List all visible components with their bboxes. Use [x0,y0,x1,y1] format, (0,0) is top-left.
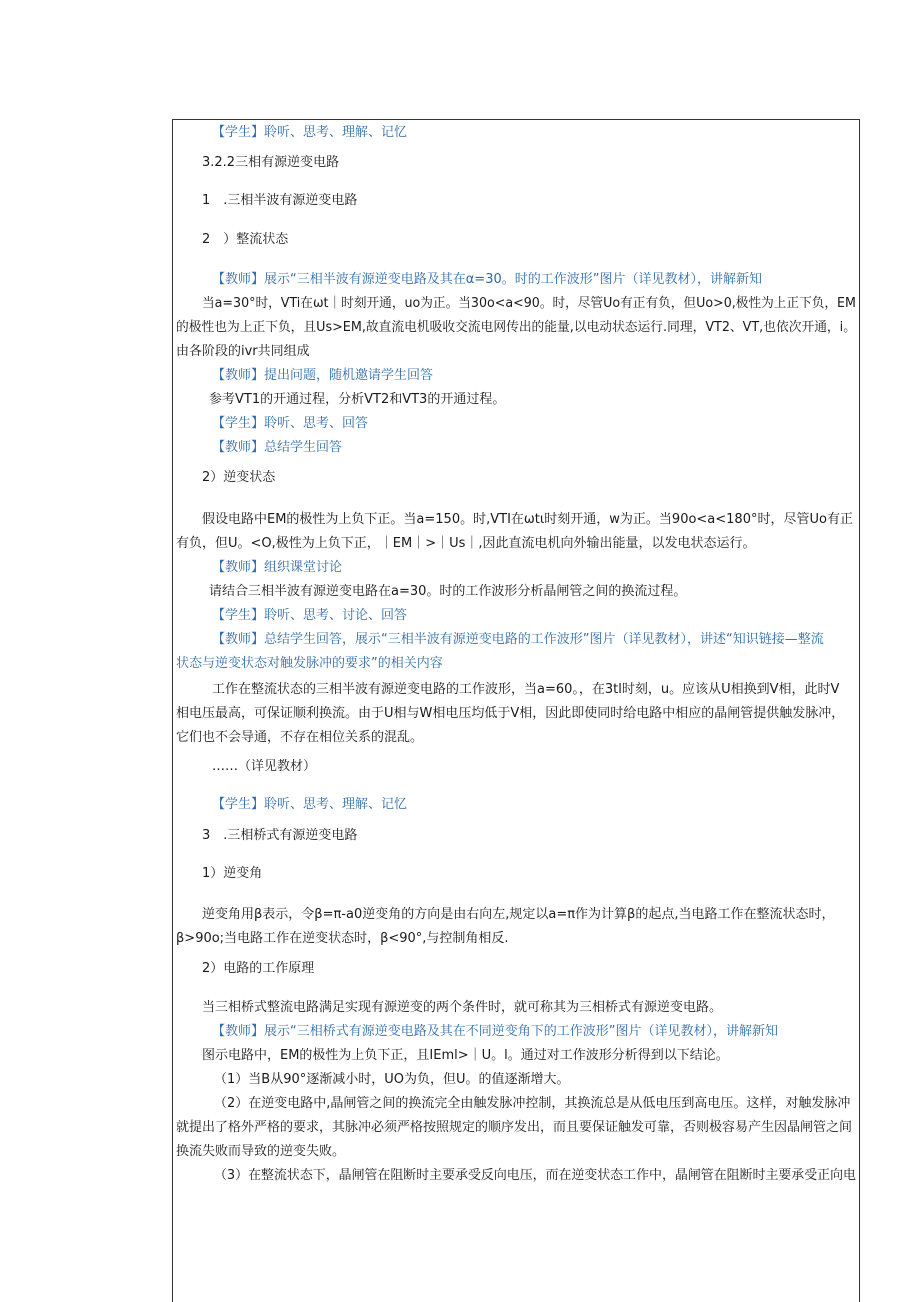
section-heading-3-2-2: 3.2.2三相有源逆变电路 [202,155,340,170]
teacher-activity-line: 【教师】展示“三相半波有源逆变电路及其在α=30。时的工作波形”图片（详见教材），讲解新知 [212,272,762,287]
paragraph-line: 由各阶段的ivr共同组成 [176,344,310,359]
teacher-activity-line: 状态与逆变状态对触发脉冲的要求”的相关内容 [176,656,443,671]
paragraph-line: 请结合三相半波有源逆变电路在a=30。时的工作波形分析晶闸管之间的换流过程。 [209,584,687,599]
student-activity-line: 【学生】聆听、思考、理解、记忆 [212,797,408,812]
teacher-activity-line: 【教师】展示“三相桥式有源逆变电路及其在不同逆变角下的工作波形”图片（详见教材），讲解新知 [212,1024,778,1039]
student-activity-line: 【学生】聆听、思考、讨论、回答 [212,608,408,623]
subsection-heading-invert: 2）逆变状态 [202,470,276,485]
student-activity-line: 【学生】聆听、思考、理解、记忆 [212,125,408,140]
paragraph-line: 换流失败而导致的逆变失败。 [176,1144,346,1159]
paragraph-line: 它们也不会导通，不存在相位关系的混乱。 [176,730,424,745]
teacher-activity-line: 【教师】总结学生回答 [212,440,343,455]
paragraph-line: 相电压最高，可保证顺利换流。由于U相与W相电压均低于V相，因此即使同时给电路中相应的晶闸管提供触发脉冲， [176,706,845,721]
paragraph-line: 参考VT1的开通过程，分析VT2和VT3的开通过程。 [209,392,506,407]
paragraph-line: 当a=30°时，VTi在ωt｜时刻开通，uo为正。当30o<a<90。时，尽管Uo有正有负，但Uo>0,极性为上正下负，EM [202,296,856,311]
paragraph-line: 工作在整流状态的三相半波有源逆变电路的工作波形，当a=60。，在3tl时刻，u。应该从U相换到V相，此时V [212,682,840,697]
paragraph-line: 的极性也为上正下负，且Us>EM,故直流电机吸收交流电网传出的能量,以电动状态运行.同理，VT2、VT,也依次开通，i。 [176,320,856,335]
subsection-heading-rectify: 2 ）整流状态 [202,232,289,247]
paragraph-line: 假设电路中EM的极性为上负下正。当a=150。时,VTI在ωtι时刻开通，w为正。当90o<a<180°时，尽管Uo有正 [202,512,853,527]
paragraph-line: ……（详见教材） [212,759,317,774]
section-heading-3: 3 .三相桥式有源逆变电路 [202,828,358,843]
subsection-heading-angle: 1）逆变角 [202,866,263,881]
teacher-activity-line: 【教师】组织课堂讨论 [212,560,343,575]
student-activity-line: 【学生】聆听、思考、回答 [212,416,369,431]
paragraph-line: 图示电路中，EM的极性为上负下正，且IEml>｜U。l。通过对工作波形分析得到以下结论。 [202,1048,729,1063]
subsection-heading-principle: 2）电路的工作原理 [202,961,315,976]
teacher-activity-line: 【教师】提出问题，随机邀请学生回答 [212,368,434,383]
conclusion-item: （3）在整流状态下，晶闸管在阻断时主要承受反向电压，而在逆变状态工作中，晶闸管在阻断时主要承受正向电 [214,1168,856,1183]
paragraph-line: 有负，但U。<O,极性为上负下正，｜EM｜>｜Us｜,因此直流电机向外输出能量，以发电状态运行。 [176,536,756,551]
teacher-activity-line: 【教师】总结学生回答，展示“三相半波有源逆变电路的工作波形”图片（详见教材），讲述“知识链接—整流 [212,632,824,647]
conclusion-item: （2）在逆变电路中,晶闸管之间的换流完全由触发脉冲控制，其换流总是从低电压到高电压。这样，对触发脉冲 [214,1096,851,1111]
paragraph-line: 就提出了格外严格的要求，其脉冲必须严格按照规定的顺序发出，而且要保证触发可靠，否则极容易产生因晶闸管之间 [176,1120,853,1135]
conclusion-item: （1）当B从90°逐渐减小时，UO为负，但U。的值逐渐增大。 [214,1072,570,1087]
paragraph-line: 逆变角用β表示，令β=π-a0逆变角的方向是由右向左,规定以a=π作为计算β的起点,当电路工作在整流状态时， [202,907,835,922]
paragraph-line: β>90o;当电路工作在逆变状态时，β<90°,与控制角相反. [176,931,509,946]
paragraph-line: 当三相桥式整流电路满足实现有源逆变的两个条件时，就可称其为三相桥式有源逆变电路。 [202,1000,723,1015]
subsection-heading-1: 1 .三相半波有源逆变电路 [202,193,358,208]
